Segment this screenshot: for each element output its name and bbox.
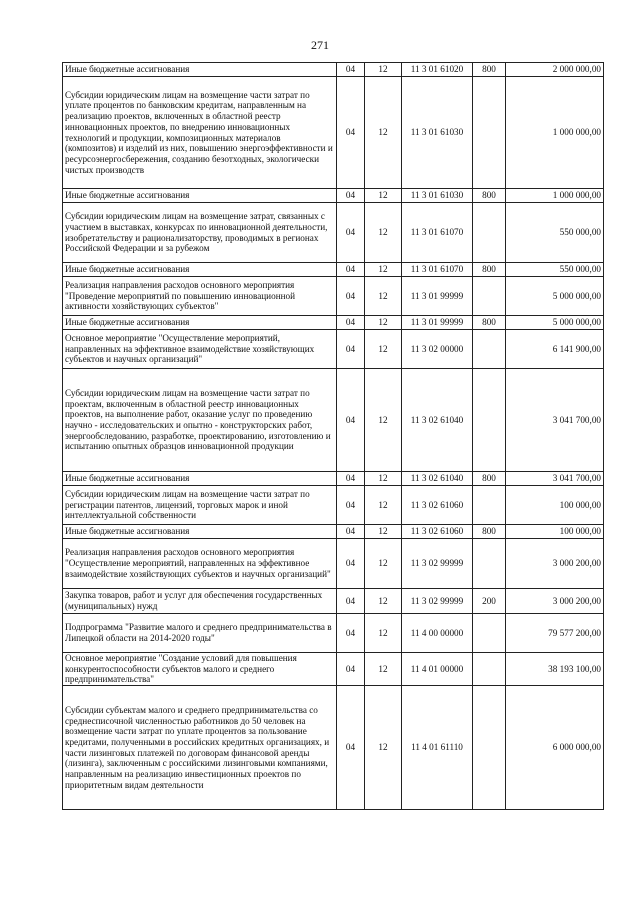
row-sum-cell: 5 000 000,00 xyxy=(506,316,604,330)
table-row xyxy=(63,316,604,330)
page-number: 271 xyxy=(311,38,329,52)
table-row xyxy=(63,486,604,525)
row-name-cell: Подпрограмма "Развитие малого и среднего предпринимательства в Липецкой области на 2014-2020 годы" xyxy=(63,614,337,653)
row-expense-type-cell xyxy=(473,330,506,369)
row-section-cell: 04 xyxy=(337,525,365,539)
row-expense-type-cell xyxy=(473,203,506,263)
row-target-code-cell: 11 3 01 61070 xyxy=(402,203,473,263)
row-section-cell: 04 xyxy=(337,653,365,686)
row-expense-type-cell xyxy=(473,539,506,589)
row-subsection-cell: 12 xyxy=(365,63,402,77)
row-target-code-cell: 11 3 02 99999 xyxy=(402,589,473,614)
row-target-code-cell: 11 3 02 61060 xyxy=(402,486,473,525)
row-name-cell: Субсидии субъектам малого и среднего предпринимательства со среднесписочной численностью работников до 50 человек на возмещение части затрат по уплате процентов за пользование кредитами, полученными в российских кредитных организациях, и части лизинговых платежей по договорам финансовой аренды (лизинга), заключенным с российскими лизинговыми компаниями, направленным на реализацию инвестиционных проектов по приоритетным видам деятельности xyxy=(63,686,337,810)
row-target-code-cell: 11 3 01 61030 xyxy=(402,189,473,203)
row-target-code-cell: 11 3 01 61020 xyxy=(402,63,473,77)
row-subsection-cell: 12 xyxy=(365,369,402,472)
row-target-code-cell: 11 3 01 61070 xyxy=(402,263,473,277)
row-sum-cell: 6 141 900,00 xyxy=(506,330,604,369)
table-row xyxy=(63,472,604,486)
row-name-cell: Реализация направления расходов основного мероприятия "Осуществление мероприятий, направленных на эффективное взаимодействие хозяйствующих субъектов и научных организаций" xyxy=(63,539,337,589)
row-expense-type-cell xyxy=(473,614,506,653)
row-section-cell: 04 xyxy=(337,614,365,653)
table-row xyxy=(63,589,604,614)
row-sum-cell: 3 041 700,00 xyxy=(506,472,604,486)
row-expense-type-cell: 800 xyxy=(473,525,506,539)
table-row xyxy=(63,189,604,203)
row-section-cell: 04 xyxy=(337,63,365,77)
row-name-cell: Субсидии юридическим лицам на возмещение части затрат по проектам, включенным в областной реестр инновационных проектов, на выполнение работ, оказание услуг по проведению научно - исследовательских и опытно - конструкторских работ, энергообследованию, разработке, проектированию, изготовлению и испытанию опытных образцов инновационной продукции xyxy=(63,369,337,472)
row-sum-cell: 3 000 200,00 xyxy=(506,589,604,614)
table-row xyxy=(63,203,604,263)
row-target-code-cell: 11 3 02 99999 xyxy=(402,539,473,589)
table-row xyxy=(63,525,604,539)
row-name-cell: Иные бюджетные ассигнования xyxy=(63,472,337,486)
row-target-code-cell: 11 3 01 99999 xyxy=(402,277,473,316)
row-name-cell: Иные бюджетные ассигнования xyxy=(63,189,337,203)
row-subsection-cell: 12 xyxy=(365,589,402,614)
row-target-code-cell: 11 3 02 61060 xyxy=(402,525,473,539)
table-row xyxy=(63,263,604,277)
row-target-code-cell: 11 4 01 00000 xyxy=(402,653,473,686)
row-name-cell: Реализация направления расходов основного мероприятия "Проведение мероприятий по повышению инновационной активности хозяйствующих субъектов" xyxy=(63,277,337,316)
row-section-cell: 04 xyxy=(337,316,365,330)
table-row xyxy=(63,77,604,189)
row-target-code-cell: 11 3 01 61030 xyxy=(402,77,473,189)
row-expense-type-cell: 800 xyxy=(473,472,506,486)
row-target-code-cell: 11 3 01 99999 xyxy=(402,316,473,330)
row-subsection-cell: 12 xyxy=(365,653,402,686)
row-name-cell: Закупка товаров, работ и услуг для обеспечения государственных (муниципальных) нужд xyxy=(63,589,337,614)
row-subsection-cell: 12 xyxy=(365,686,402,810)
row-target-code-cell: 11 4 00 00000 xyxy=(402,614,473,653)
row-expense-type-cell: 800 xyxy=(473,316,506,330)
row-section-cell: 04 xyxy=(337,277,365,316)
row-section-cell: 04 xyxy=(337,263,365,277)
row-sum-cell: 3 041 700,00 xyxy=(506,369,604,472)
row-sum-cell: 6 000 000,00 xyxy=(506,686,604,810)
row-target-code-cell: 11 3 02 61040 xyxy=(402,369,473,472)
row-section-cell: 04 xyxy=(337,77,365,189)
table-row xyxy=(63,614,604,653)
budget-table xyxy=(62,62,604,810)
row-expense-type-cell: 800 xyxy=(473,63,506,77)
row-name-cell: Основное мероприятие "Создание условий для повышения конкурентоспособности субъектов малого и среднего предпринимательства" xyxy=(63,653,337,686)
row-sum-cell: 100 000,00 xyxy=(506,486,604,525)
row-expense-type-cell xyxy=(473,77,506,189)
row-expense-type-cell xyxy=(473,369,506,472)
row-section-cell: 04 xyxy=(337,330,365,369)
row-subsection-cell: 12 xyxy=(365,203,402,263)
row-sum-cell: 5 000 000,00 xyxy=(506,277,604,316)
row-sum-cell: 79 577 200,00 xyxy=(506,614,604,653)
row-subsection-cell: 12 xyxy=(365,525,402,539)
row-subsection-cell: 12 xyxy=(365,472,402,486)
row-subsection-cell: 12 xyxy=(365,486,402,525)
table-row xyxy=(63,686,604,810)
row-subsection-cell: 12 xyxy=(365,614,402,653)
row-name-cell: Иные бюджетные ассигнования xyxy=(63,525,337,539)
row-name-cell: Иные бюджетные ассигнования xyxy=(63,263,337,277)
row-name-cell: Основное мероприятие "Осуществление мероприятий, направленных на эффективное взаимодействие хозяйствующих субъектов и научных организаций" xyxy=(63,330,337,369)
row-section-cell: 04 xyxy=(337,539,365,589)
row-expense-type-cell xyxy=(473,653,506,686)
row-subsection-cell: 12 xyxy=(365,330,402,369)
row-expense-type-cell: 200 xyxy=(473,589,506,614)
row-subsection-cell: 12 xyxy=(365,277,402,316)
row-expense-type-cell xyxy=(473,277,506,316)
row-name-cell: Иные бюджетные ассигнования xyxy=(63,316,337,330)
row-sum-cell: 1 000 000,00 xyxy=(506,189,604,203)
row-expense-type-cell: 800 xyxy=(473,263,506,277)
table-row xyxy=(63,653,604,686)
row-subsection-cell: 12 xyxy=(365,539,402,589)
row-sum-cell: 550 000,00 xyxy=(506,203,604,263)
row-section-cell: 04 xyxy=(337,486,365,525)
row-section-cell: 04 xyxy=(337,686,365,810)
row-section-cell: 04 xyxy=(337,472,365,486)
row-section-cell: 04 xyxy=(337,189,365,203)
table-row xyxy=(63,369,604,472)
row-sum-cell: 38 193 100,00 xyxy=(506,653,604,686)
row-subsection-cell: 12 xyxy=(365,77,402,189)
row-name-cell: Субсидии юридическим лицам на возмещение затрат, связанных с участием в выставках, конкурсах по инновационной деятельности, изобретательству и рационализаторству, проводимых в регионах Российской Федерации и за рубежом xyxy=(63,203,337,263)
row-sum-cell: 2 000 000,00 xyxy=(506,63,604,77)
row-sum-cell: 1 000 000,00 xyxy=(506,77,604,189)
row-target-code-cell: 11 4 01 61110 xyxy=(402,686,473,810)
row-name-cell: Субсидии юридическим лицам на возмещение части затрат по регистрации патентов, лицензий, торговых марок и иной интеллектуальной собственности xyxy=(63,486,337,525)
row-target-code-cell: 11 3 02 61040 xyxy=(402,472,473,486)
row-sum-cell: 550 000,00 xyxy=(506,263,604,277)
row-name-cell: Субсидии юридическим лицам на возмещение части затрат по уплате процентов по банковским кредитам, направленным на реализацию проектов, включенных в областной реестр инновационных проектов, по внедрению инновационных технологий и продукции, композиционных материалов (композитов) и изделий из них, повышению энергоэффективности и ресурсоэнергосбережения, созданию безотходных, экологически чистых производств xyxy=(63,77,337,189)
row-expense-type-cell xyxy=(473,486,506,525)
row-expense-type-cell xyxy=(473,686,506,810)
row-sum-cell: 100 000,00 xyxy=(506,525,604,539)
row-subsection-cell: 12 xyxy=(365,316,402,330)
row-subsection-cell: 12 xyxy=(365,263,402,277)
row-subsection-cell: 12 xyxy=(365,189,402,203)
table-row xyxy=(63,277,604,316)
table-row xyxy=(63,63,604,77)
row-section-cell: 04 xyxy=(337,203,365,263)
table-row xyxy=(63,330,604,369)
row-section-cell: 04 xyxy=(337,589,365,614)
row-expense-type-cell: 800 xyxy=(473,189,506,203)
row-sum-cell: 3 000 200,00 xyxy=(506,539,604,589)
table-row xyxy=(63,539,604,589)
row-name-cell: Иные бюджетные ассигнования xyxy=(63,63,337,77)
row-target-code-cell: 11 3 02 00000 xyxy=(402,330,473,369)
row-section-cell: 04 xyxy=(337,369,365,472)
table-body xyxy=(63,63,604,810)
